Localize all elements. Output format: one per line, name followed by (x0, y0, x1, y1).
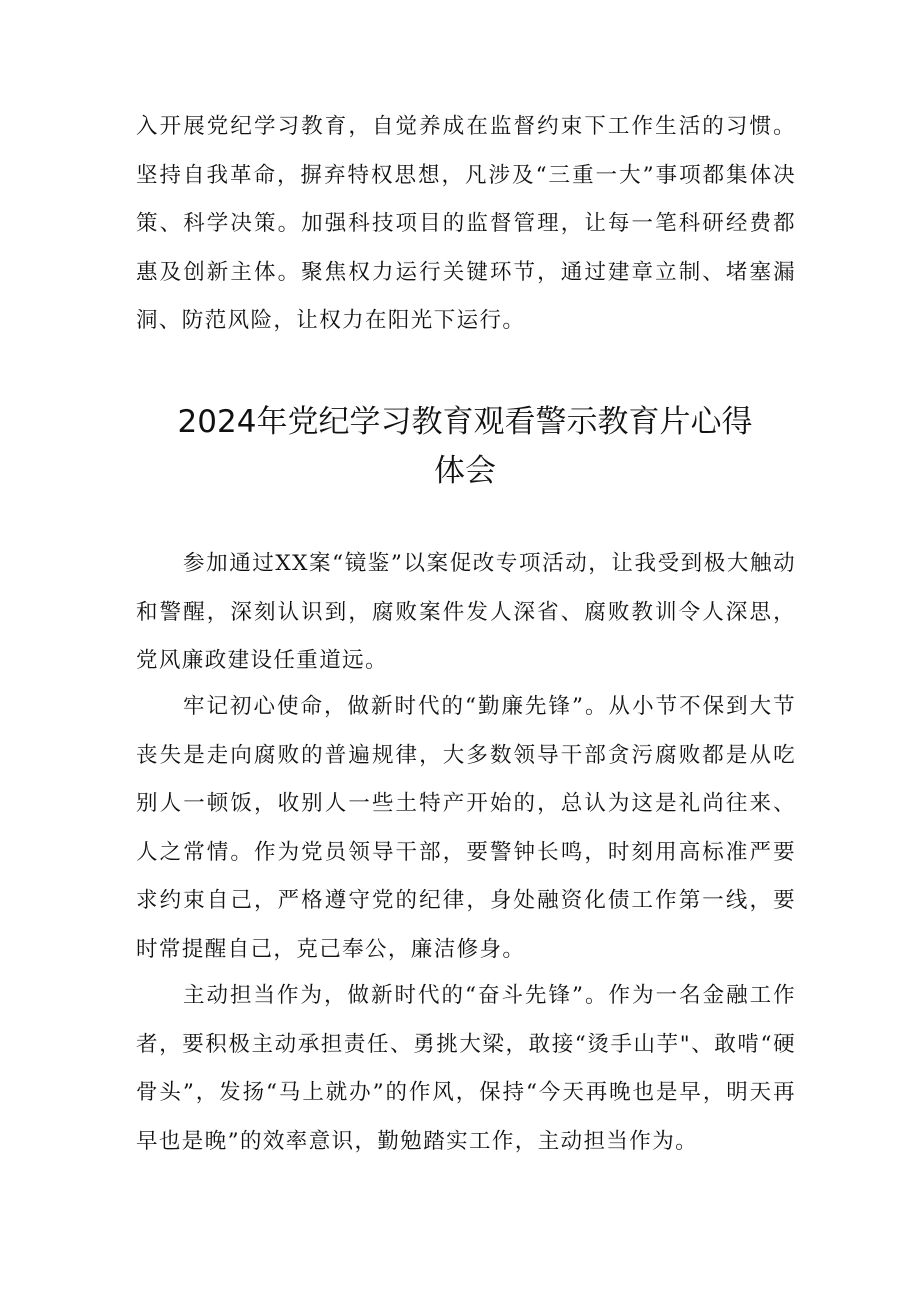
title-line-2: 体会 (434, 453, 496, 489)
continuation-paragraph: 入开展党纪学习教育，自觉养成在监督约束下工作生活的习惯。坚持自我革命，摒弃特权思想，凡涉及“三重一大”事项都集体决策、科学决策。加强科技项目的监督管理，让每一笔科研经费都惠及创新主体。聚焦权力运行关键环节，通过建章立制、堵塞漏洞、防范风险，让权力在阳光下运行。 (136, 114, 796, 333)
title-line-1: 2024年党纪学习教育观看警示教育片心得 (177, 404, 753, 440)
body-paragraph-3: 主动担当作为，做新时代的“奋斗先锋”。作为一名金融工作者，要积极主动承担责任、勇挑大梁，敢接“烫手山芋"、敢啃“硬骨头”，发扬“马上就办”的作风，保持“今天再晚也是早，明天再早也是晚”的效率意识，勤勉踏实工作，主动担当作为。 (136, 983, 796, 1154)
body-paragraph-1: 参加通过XX案“镜鉴”以案促改专项活动，让我受到极大触动和警醒，深刻认识到，腐败案件发人深省、腐败教训令人深思，党风廉政建设任重道远。 (136, 551, 796, 673)
body-paragraph-2: 牢记初心使命，做新时代的“勤廉先锋”。从小节不保到大节丧失是走向腐败的普遍规律，大多数领导干部贪污腐败都是从吃别人一顿饭，收别人一些土特产开始的，总认为这是礼尚往来、人之常情。作为党员领导干部，要警钟长鸣，时刻用高标准严要求约束自己，严格遵守党的纪律，身处融资化债工作第一线，要时常提醒自己，克己奉公，廉洁修身。 (136, 694, 796, 962)
document-title (120, 398, 810, 496)
